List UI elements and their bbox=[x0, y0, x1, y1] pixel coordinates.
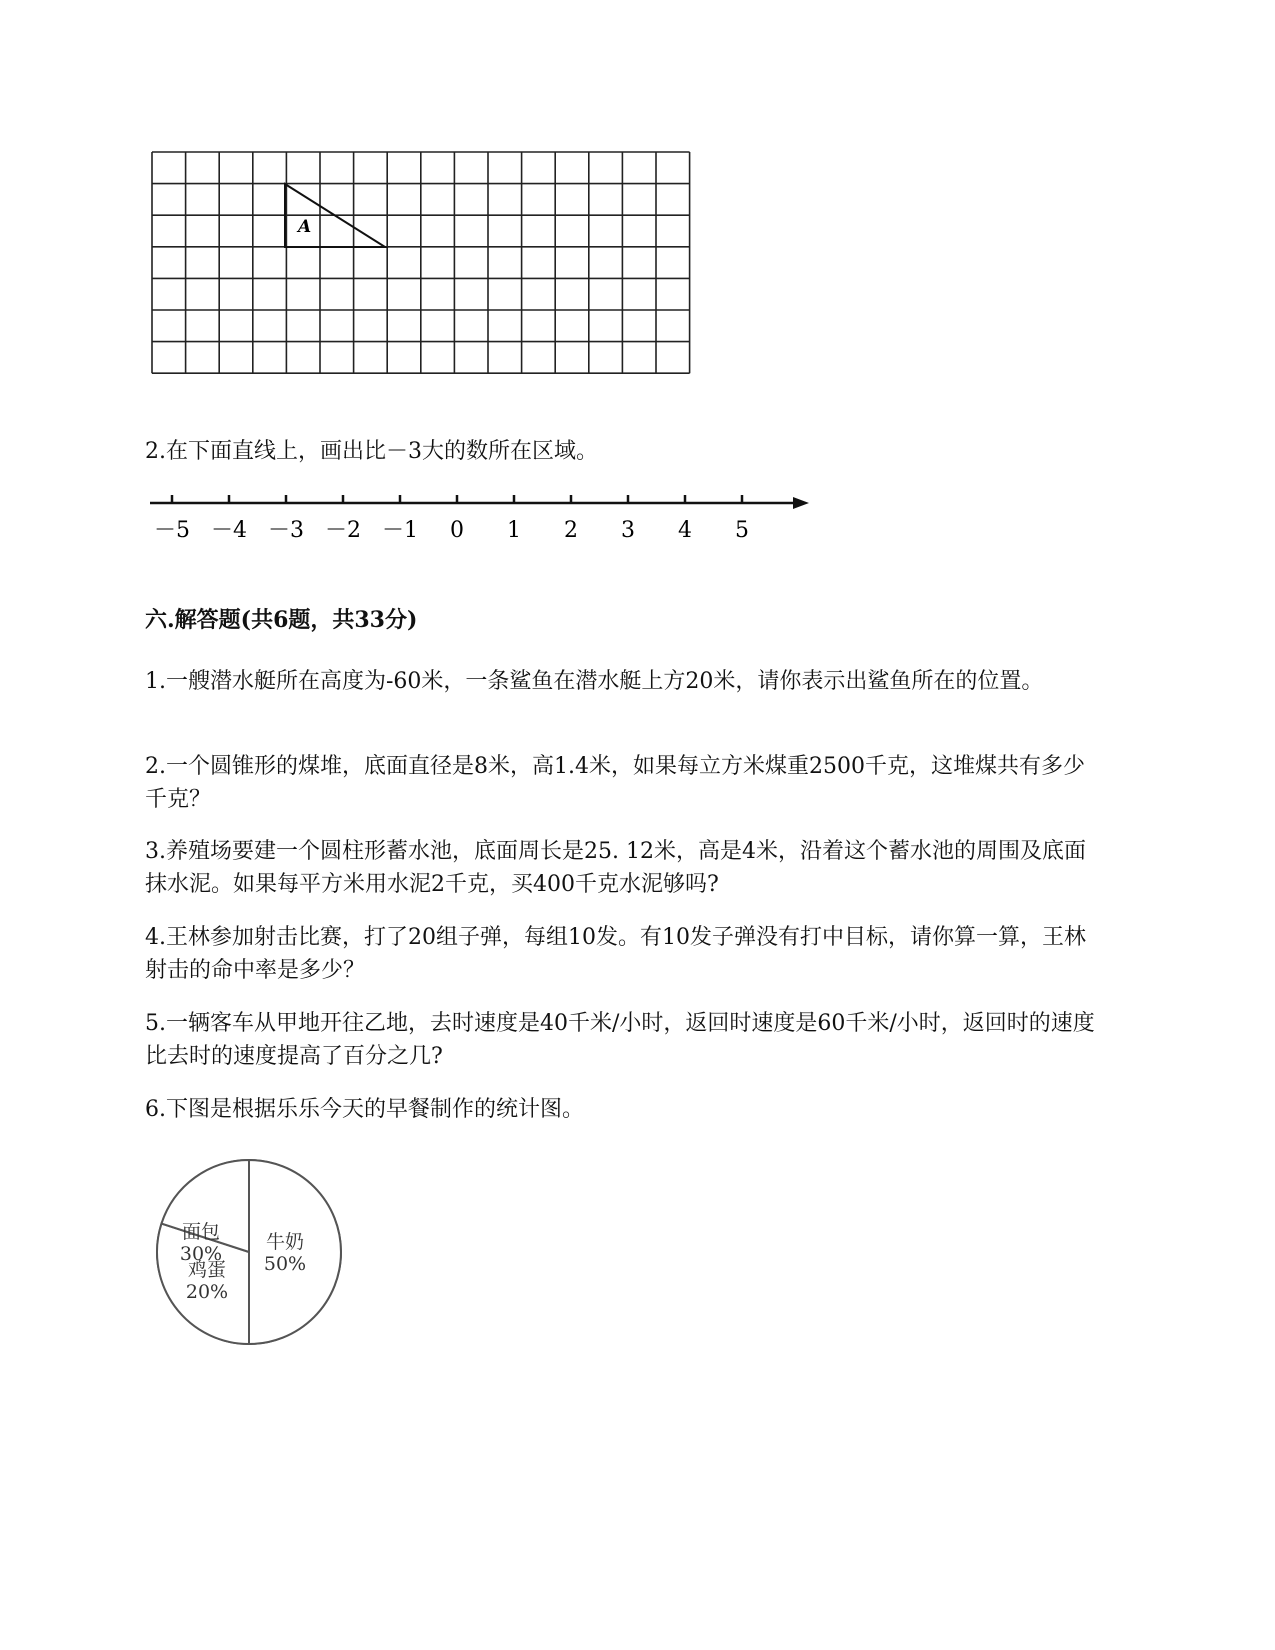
section-heading: 六.解答题(共6题，共33分) bbox=[145, 607, 418, 633]
pie-slice-name: 鸡蛋 bbox=[187, 1259, 227, 1281]
pie-slice-percent: 20% bbox=[185, 1281, 229, 1303]
number-line-tick-label: 1 bbox=[507, 518, 521, 543]
number-line-tick-label: －2 bbox=[325, 518, 361, 543]
question-number-line: 2.在下面直线上，画出比－3大的数所在区域。 bbox=[145, 439, 598, 464]
breakfast-pie-chart bbox=[150, 1155, 350, 1355]
question-1: 1.一艘潜水艇所在高度为-60米，一条鲨鱼在潜水艇上方20米，请你表示出鲨鱼所在的位置。 bbox=[145, 669, 1044, 694]
question-5: 5.一辆客车从甲地开往乙地，去时速度是40千米/小时，返回时速度是60千米/小时，返回时的速度比去时的速度提高了百分之几? bbox=[145, 1011, 1095, 1069]
number-line-tick-label: 3 bbox=[621, 518, 635, 543]
triangle-a-label: A bbox=[298, 217, 312, 237]
number-line-tick-label: －3 bbox=[268, 518, 304, 543]
number-line-tick-label: 4 bbox=[678, 518, 692, 543]
number-line-tick-label: －4 bbox=[211, 518, 247, 543]
question-4: 4.王林参加射击比赛，打了20组子弹，每组10发。有10发子弹没有打中目标，请你算一算，王林射击的命中率是多少？ bbox=[145, 925, 1086, 983]
number-line-tick-label: 2 bbox=[564, 518, 578, 543]
pie-slice-name: 牛奶 bbox=[265, 1231, 305, 1253]
number-line-tick-label: －1 bbox=[382, 518, 418, 543]
pie-slice-percent: 30% bbox=[179, 1243, 223, 1265]
pie-slice-name: 面包 bbox=[181, 1221, 221, 1243]
number-line bbox=[145, 485, 825, 545]
number-line-tick-label: 5 bbox=[735, 518, 749, 543]
number-line-tick-label: 0 bbox=[450, 518, 464, 543]
grid-figure bbox=[150, 150, 695, 382]
question-6: 6.下图是根据乐乐今天的早餐制作的统计图。 bbox=[145, 1097, 584, 1122]
question-3: 3.养殖场要建一个圆柱形蓄水池，底面周长是25. 12米，高是4米，沿着这个蓄水池的周围及底面抹水泥。如果每平方米用水泥2千克，买400千克水泥够吗? bbox=[145, 839, 1086, 897]
question-2: 2.一个圆锥形的煤堆，底面直径是8米，高1.4米，如果每立方米煤重2500千克，这堆煤共有多少千克？ bbox=[145, 754, 1085, 812]
pie-slice-percent: 50% bbox=[263, 1253, 307, 1275]
number-line-arrow bbox=[793, 497, 809, 509]
grid-lines bbox=[152, 152, 690, 373]
number-line-tick-label: －5 bbox=[154, 518, 190, 543]
